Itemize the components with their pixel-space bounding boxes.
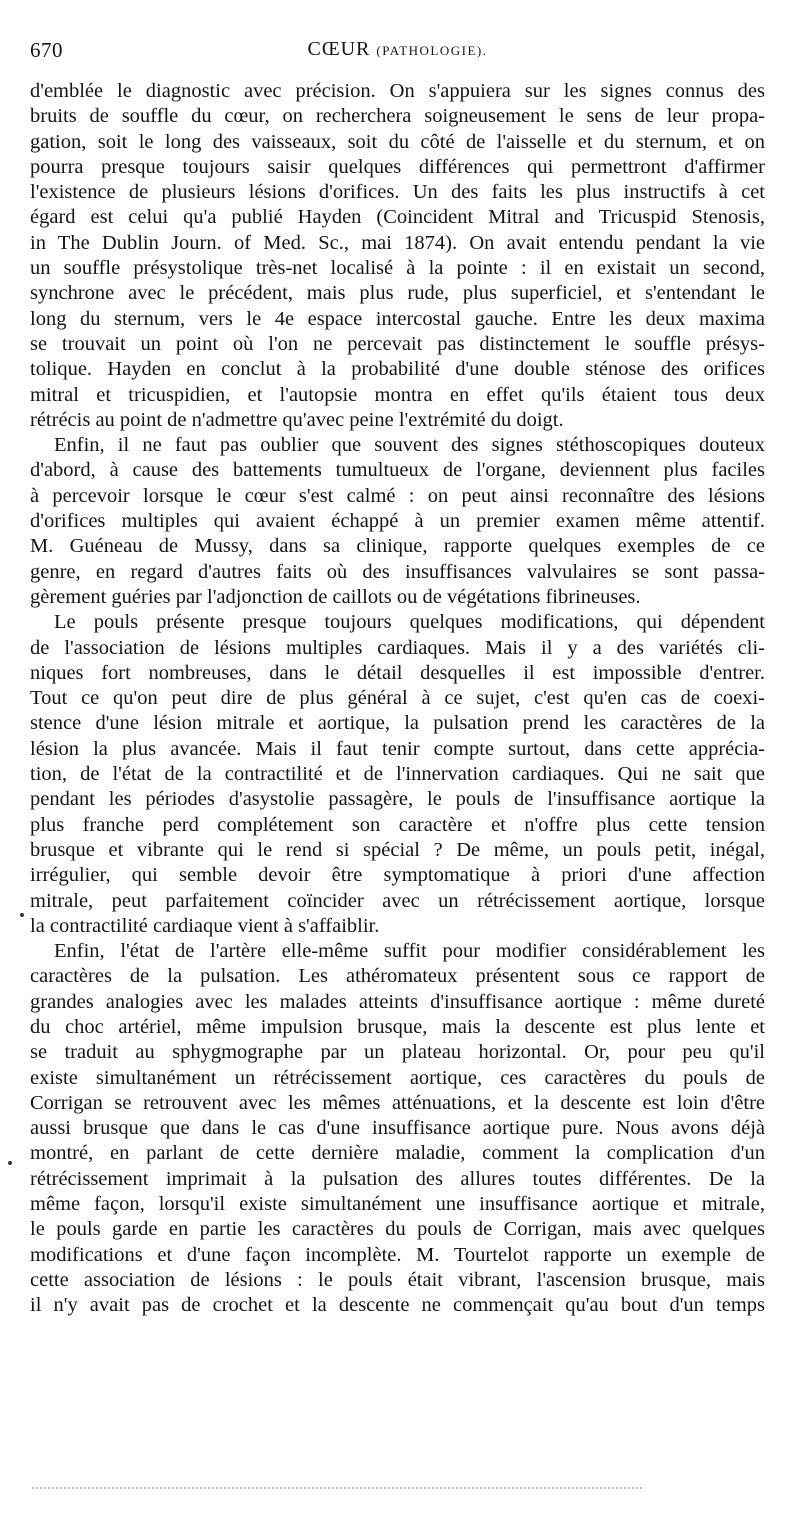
text-line: il n'y avait pas de crochet et la descente ne commençait qu'au bout d'un temps xyxy=(30,1294,765,1317)
text-line: Enfin, il ne faut pas oublier que souvent des signes stéthoscopiques douteux xyxy=(54,434,765,457)
text-line: brusque et vibrante qui le rend si spécial ? De même, un pouls petit, inégal, xyxy=(30,838,765,861)
text-line: plus franche perd complétement son caractère et n'offre plus cette tension xyxy=(30,813,765,836)
text-line: modifications et d'une façon incomplète. M. Tourtelot rapporte un exemple de xyxy=(30,1243,765,1266)
text-line: l'existence de plusieurs lésions d'orifices. Un des faits les plus instructifs à cet xyxy=(30,181,765,204)
text-line: rétrécissement imprimait à la pulsation des allures toutes différentes. De la xyxy=(30,1167,765,1190)
text-line: existe simultanément un rétrécissement aortique, ces caractères du pouls de xyxy=(30,1066,765,1089)
text-line: à percevoir lorsque le cœur s'est calmé : on peut ainsi reconnaître des lésions xyxy=(30,484,765,507)
text-line: gèrement guéries par l'adjonction de caillots ou de végétations fibrineuses. xyxy=(30,585,641,608)
text-line: se trouvait un point où l'on ne percevait pas distinctement le souffle présys- xyxy=(30,332,765,355)
text-line: lésion la plus avancée. Mais il faut tenir compte surtout, dans cette apprécia- xyxy=(30,737,765,760)
text-line: caractères de la pulsation. Les athéromateux présentent sous ce rapport de xyxy=(30,965,765,988)
text-line: tolique. Hayden en conclut à la probabilité d'une double sténose des orifices xyxy=(30,358,765,381)
text-line: du choc artériel, même impulsion brusque, mais la descente est plus lente et xyxy=(30,1015,765,1038)
text-line: Le pouls présente presque toujours quelques modifications, qui dépendent xyxy=(54,611,765,634)
text-line: se traduit au sphygmographe par un plateau horizontal. Or, pour peu qu'il xyxy=(30,1041,765,1064)
document-page xyxy=(30,0,765,1523)
text-line: montré, en parlant de cette dernière maladie, comment la complication d'un xyxy=(30,1142,765,1165)
text-line: M. Guéneau de Mussy, dans sa clinique, rapporte quelques exemples de ce xyxy=(30,535,765,558)
text-line: la contractilité cardiaque vient à s'affaiblir. xyxy=(30,914,380,937)
text-line: stence d'une lésion mitrale et aortique, la pulsation prend les caractères de la xyxy=(30,712,765,735)
text-line: le pouls garde en partie les caractères du pouls de Corrigan, mais avec quelques xyxy=(30,1218,765,1241)
page-header xyxy=(30,38,765,64)
text-line: de l'association de lésions multiples cardiaques. Mais il y a des variétés cli- xyxy=(30,636,765,659)
text-line: cette association de lésions : le pouls était vibrant, l'ascension brusque, mais xyxy=(30,1268,765,1291)
text-line: mitral et tricuspidien, et l'autopsie montra en effet qu'ils étaient tous deux xyxy=(30,383,765,406)
text-line: d'emblée le diagnostic avec précision. On s'appuiera sur les signes connus des xyxy=(30,80,765,102)
page-number: 670 xyxy=(30,38,63,62)
text-line: pendant les périodes d'asystolie passagère, le pouls de l'insuffisance aortique la xyxy=(30,788,765,811)
text-line: Tout ce qu'on peut dire de plus général à ce sujet, c'est qu'en cas de coexi- xyxy=(30,687,765,710)
margin-mark xyxy=(20,913,24,917)
text-line: rétrécis au point de n'admettre qu'avec peine l'extrémité du doigt. xyxy=(30,408,564,431)
text-line: tion, de l'état de la contractilité et de l'innervation cardiaques. Qui ne sait que xyxy=(30,763,765,786)
text-line: pourra presque toujours saisir quelques différences qui permettront d'affirmer xyxy=(30,155,765,178)
text-line: niques fort nombreuses, dans le détail desquelles il est impossible d'entrer. xyxy=(30,661,765,684)
text-line: grandes analogies avec les malades atteints d'insuffisance aortique : même dureté xyxy=(30,990,765,1013)
text-line: in The Dublin Journ. of Med. Sc., mai 1874). On avait entendu pendant la vie xyxy=(30,231,765,254)
running-head-title: CŒUR xyxy=(307,38,371,60)
footer-rule xyxy=(32,1487,642,1489)
text-line: d'abord, à cause des battements tumultueux de l'organe, deviennent plus faciles xyxy=(30,459,765,482)
body-text xyxy=(30,79,765,1319)
text-line: d'orifices multiples qui avaient échappé à un premier examen même attentif. xyxy=(30,510,765,533)
running-head xyxy=(30,38,765,61)
text-line: long du sternum, vers le 4e espace intercostal gauche. Entre les deux maxima xyxy=(30,307,765,330)
text-line: Enfin, l'état de l'artère elle-même suffit pour modifier considérablement les xyxy=(54,940,765,963)
text-line: même façon, lorsqu'il existe simultanément une insuffisance aortique et mitrale, xyxy=(30,1193,765,1216)
text-line: gation, soit le long des vaisseaux, soit du côté de l'aisselle et du sternum, et on xyxy=(30,130,765,153)
text-line: synchrone avec le précédent, mais plus rude, plus superficiel, et s'entendant le xyxy=(30,282,765,305)
text-line: genre, en regard d'autres faits où des insuffisances valvulaires se sont passa- xyxy=(30,560,765,583)
text-line: mitrale, peut parfaitement coïncider avec un rétrécissement aortique, lorsque xyxy=(30,889,765,912)
text-line: aussi brusque que dans le cas d'une insuffisance aortique pure. Nous avons déjà xyxy=(30,1117,765,1140)
text-line: Corrigan se retrouvent avec les mêmes atténuations, et la descente est loin d'être xyxy=(30,1091,765,1114)
text-line: bruits de souffle du cœur, on recherchera soigneusement le sens de leur propa- xyxy=(30,105,765,128)
text-line: irrégulier, qui semble devoir être symptomatique à priori d'une affection xyxy=(30,864,765,887)
text-line: égard est celui qu'a publié Hayden (Coincident Mitral and Tricuspid Stenosis, xyxy=(30,206,765,229)
text-line: un souffle présystolique très-net localisé à la pointe : il en existait un second, xyxy=(30,257,765,280)
margin-mark xyxy=(8,1161,12,1165)
running-head-subtitle: (PATHOLOGIE). xyxy=(376,43,488,58)
